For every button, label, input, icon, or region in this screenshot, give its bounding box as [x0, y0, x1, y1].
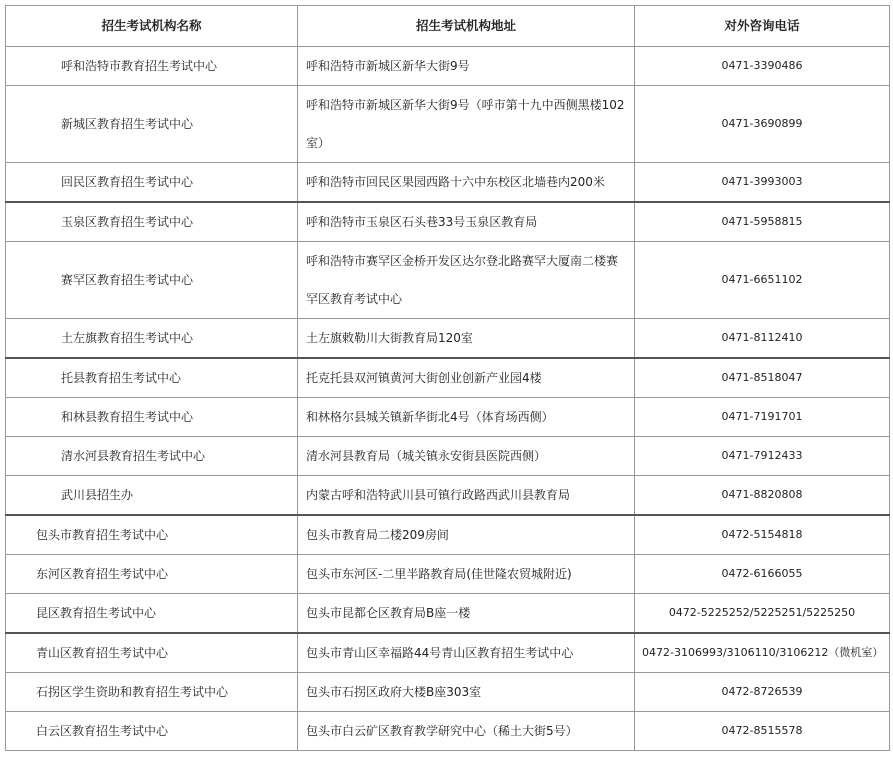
institution-name: 玉泉区教育招生考试中心: [6, 202, 298, 242]
institution-phone: 0471-6651102: [635, 242, 890, 319]
header-phone: 对外咨询电话: [635, 6, 890, 47]
institution-phone: 0471-3390486: [635, 47, 890, 86]
institution-name: 和林县教育招生考试中心: [6, 398, 298, 437]
table-row: [6, 633, 890, 673]
table-row: [6, 437, 890, 476]
institution-name: 白云区教育招生考试中心: [6, 712, 298, 751]
institution-address: 包头市白云矿区教育教学研究中心（稀土大街5号）: [298, 712, 635, 751]
institution-name: 回民区教育招生考试中心: [6, 163, 298, 203]
table-row: [6, 476, 890, 516]
institution-name: 青山区教育招生考试中心: [6, 633, 298, 673]
table-row: [6, 202, 890, 242]
institution-address: 包头市青山区幸福路44号青山区教育招生考试中心: [298, 633, 635, 673]
institution-address: 和林格尔县城关镇新华街北4号（体育场西侧）: [298, 398, 635, 437]
table-row: [6, 319, 890, 359]
institution-name: 土左旗教育招生考试中心: [6, 319, 298, 359]
table-row: [6, 594, 890, 634]
table-row: [6, 555, 890, 594]
institution-name: 新城区教育招生考试中心: [6, 86, 298, 163]
institution-phone: 0472-8726539: [635, 673, 890, 712]
institution-name: 东河区教育招生考试中心: [6, 555, 298, 594]
institution-address: 内蒙古呼和浩特武川县可镇行政路西武川县教育局: [298, 476, 635, 516]
table-row: [6, 515, 890, 555]
institution-address: 包头市昆都仑区教育局B座一楼: [298, 594, 635, 634]
institution-name: 武川县招生办: [6, 476, 298, 516]
table-row: [6, 398, 890, 437]
table-row: [6, 47, 890, 86]
table-row: [6, 86, 890, 163]
institution-phone: 0471-5958815: [635, 202, 890, 242]
institution-phone: 0471-3993003: [635, 163, 890, 203]
table-header-row: [6, 6, 890, 47]
institution-name: 包头市教育招生考试中心: [6, 515, 298, 555]
table-row: [6, 673, 890, 712]
exam-institution-table: [5, 5, 890, 751]
institution-name: 清水河县教育招生考试中心: [6, 437, 298, 476]
institution-address: 呼和浩特市新城区新华大街9号: [298, 47, 635, 86]
institution-address: 托克托县双河镇黄河大街创业创新产业园4楼: [298, 358, 635, 398]
institution-address: 呼和浩特市玉泉区石头巷33号玉泉区教育局: [298, 202, 635, 242]
institution-phone: 0472-8515578: [635, 712, 890, 751]
institution-name: 呼和浩特市教育招生考试中心: [6, 47, 298, 86]
table-row: [6, 163, 890, 203]
institution-address: 呼和浩特市回民区果园西路十六中东校区北墙巷内200米: [298, 163, 635, 203]
table-row: [6, 358, 890, 398]
institution-phone: 0472-3106993/3106110/3106212（微机室）: [635, 633, 890, 673]
institution-name: 赛罕区教育招生考试中心: [6, 242, 298, 319]
institution-phone: 0471-8112410: [635, 319, 890, 359]
institution-address: 包头市东河区-二里半路教育局(佳世隆农贸城附近): [298, 555, 635, 594]
institution-address: 呼和浩特市赛罕区金桥开发区达尔登北路赛罕大厦南二楼赛罕区教育考试中心: [298, 242, 635, 319]
institution-address: 呼和浩特市新城区新华大街9号（呼市第十九中西侧黑楼102室）: [298, 86, 635, 163]
institution-address: 包头市石拐区政府大楼B座303室: [298, 673, 635, 712]
institution-name: 昆区教育招生考试中心: [6, 594, 298, 634]
table-row: [6, 242, 890, 319]
institution-phone: 0471-7912433: [635, 437, 890, 476]
institution-phone: 0471-7191701: [635, 398, 890, 437]
institution-phone: 0472-5154818: [635, 515, 890, 555]
institution-address: 包头市教育局二楼209房间: [298, 515, 635, 555]
table-row: [6, 712, 890, 751]
institution-phone: 0472-6166055: [635, 555, 890, 594]
institution-phone: 0471-8820808: [635, 476, 890, 516]
institution-address: 土左旗敕勒川大街教育局120室: [298, 319, 635, 359]
institution-name: 石拐区学生资助和教育招生考试中心: [6, 673, 298, 712]
header-address: 招生考试机构地址: [298, 6, 635, 47]
institution-address: 清水河县教育局（城关镇永安街县医院西侧）: [298, 437, 635, 476]
institution-phone: 0471-8518047: [635, 358, 890, 398]
institution-phone: 0471-3690899: [635, 86, 890, 163]
header-name: 招生考试机构名称: [6, 6, 298, 47]
institution-name: 托县教育招生考试中心: [6, 358, 298, 398]
institution-phone: 0472-5225252/5225251/5225250: [635, 594, 890, 634]
